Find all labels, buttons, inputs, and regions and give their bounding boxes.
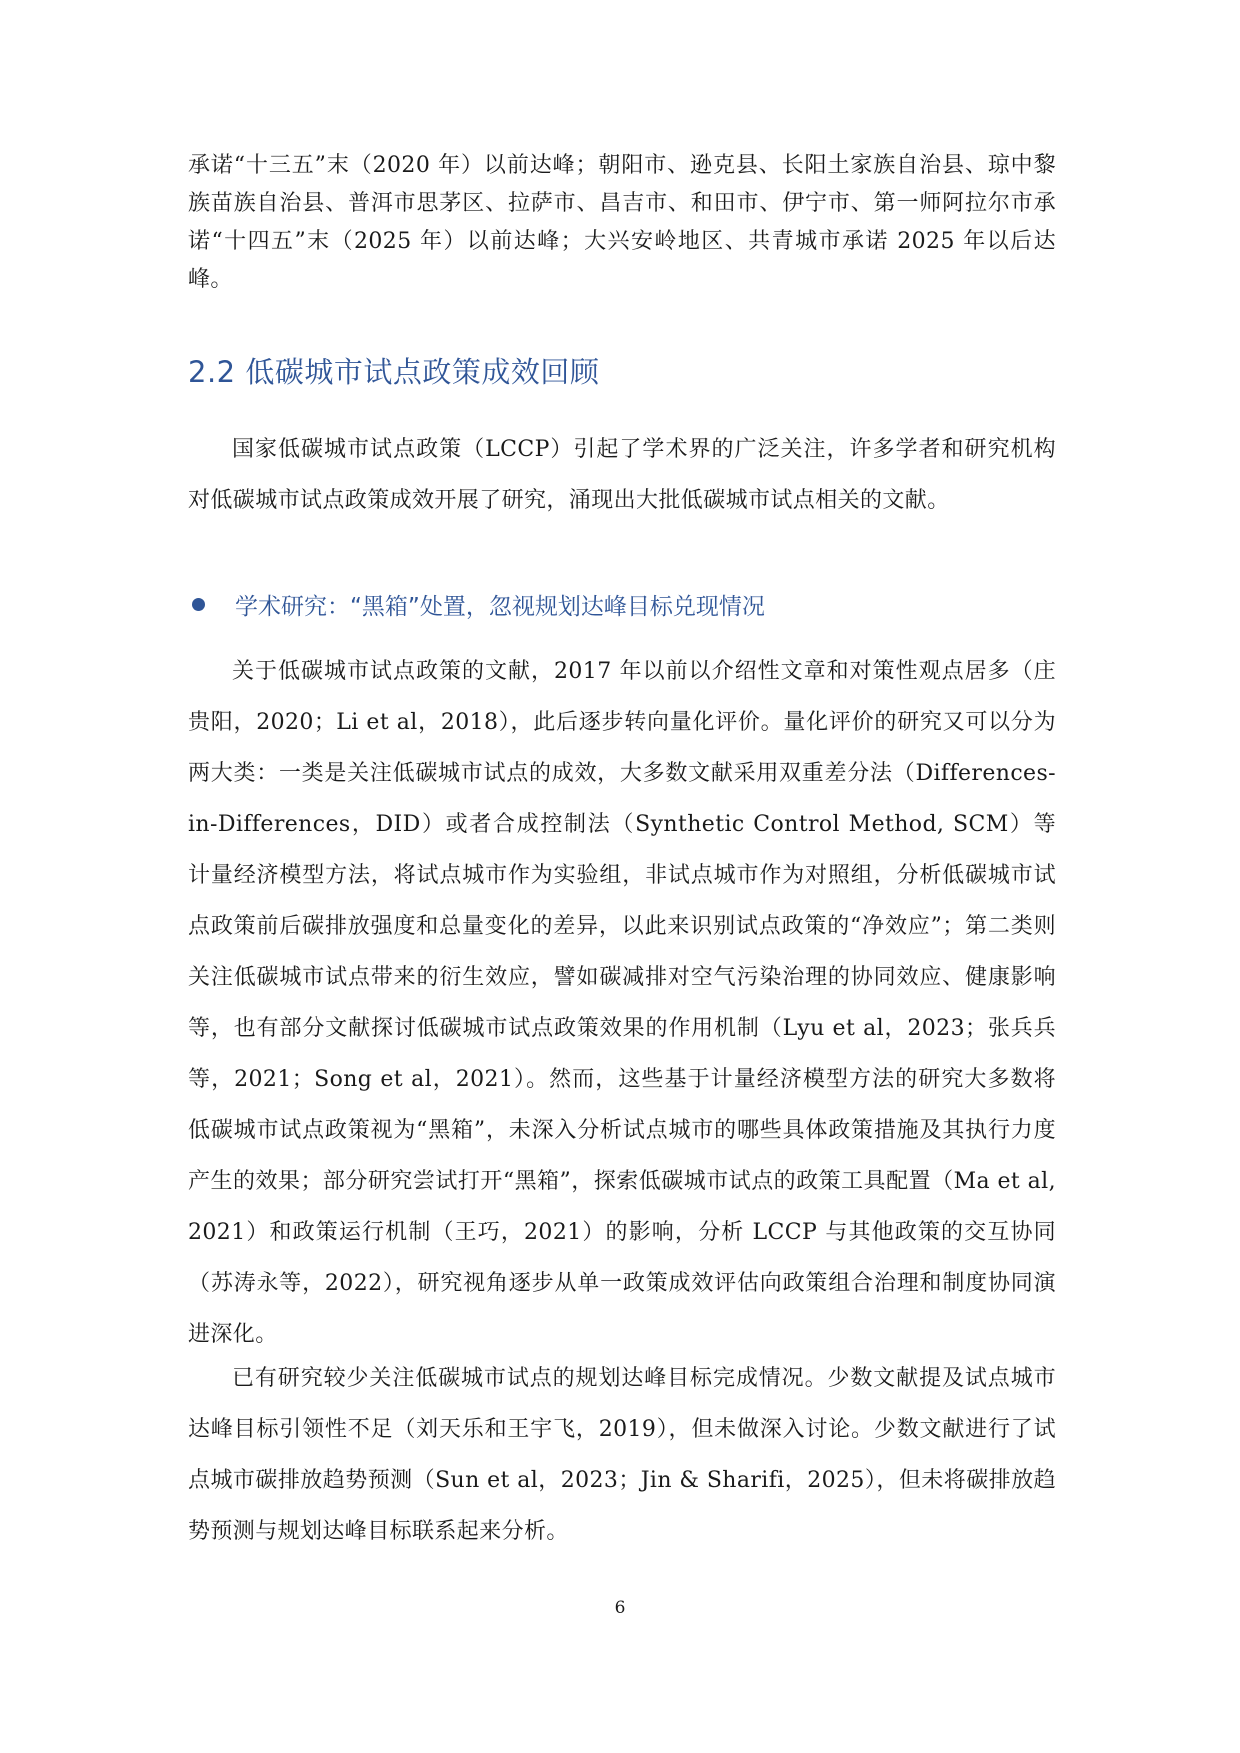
section-heading: 2.2 低碳城市试点政策成效回顾 [188,355,600,389]
paragraph-intro: 国家低碳城市试点政策（LCCP）引起了学术界的广泛关注，许多学者和研究机构对低碳城市试点政策成效开展了研究，涌现出大批低碳城市试点相关的文献。 [188,437,1056,513]
page-number: 6 [614,1598,626,1618]
paragraph-literature-review: 关于低碳城市试点政策的文献，2017 年以前以介绍性文章和对策性观点居多（庄贵阳，2020；Li et al，2018），此后逐步转向量化评价。量化评价的研究又可以分为两大类：一类是关注低碳城市试点的成效，大多数文献采用双重差分法（Differences-in-Differences，DID）或者合成控制法（Synthetic Control Method, SCM）等计量经济模型方法，将试点城市作为实验组，非试点城市作为对照组，分析低碳城市试点政策前后碳排放强度和总量变化的差异，以此来识别试点政策的“净效应”；第二类则关注低碳城市试点带来的衍生效应，譬如碳减排对空气污染治理的协同效应、健康影响等，也有部分文献探讨低碳城市试点政策效果的作用机制（Lyu et al，2023；张兵兵等，2021；Song et al，2021）。然而，这些基于计量经济模型方法的研究大多数将低碳城市试点政策视为“黑箱”，未深入分析试点城市的哪些具体政策措施及其执行力度产生的效果；部分研究尝试打开“黑箱”，探索低碳城市试点的政策工具配置（Ma et al, 2021）和政策运行机制（王巧，2021）的影响，分析 LCCP 与其他政策的交互协同（苏涛永等，2022），研究视角逐步从单一政策成效评估向政策组合治理和制度协同演进深化。 [188,659,1056,1347]
paragraph-carbon-peak-commitments: 承诺“十三五”末（2020 年）以前达峰；朝阳市、逊克县、长阳土家族自治县、琼中黎族苗族自治县、普洱市思茅区、拉萨市、昌吉市、和田市、伊宁市、第一师阿拉尔市承诺“十四五”末（2025 年）以前达峰；大兴安岭地区、共青城市承诺 2025 年以后达峰。 [188,153,1056,292]
bullet-heading-text: 学术研究：“黑箱”处置，忽视规划达峰目标兑现情况 [235,594,765,620]
bullet-dot-icon [192,598,205,611]
bullet-heading [188,588,765,621]
paragraph-research-gap: 已有研究较少关注低碳城市试点的规划达峰目标完成情况。少数文献提及试点城市达峰目标引领性不足（刘天乐和王宇飞，2019），但未做深入讨论。少数文献进行了试点城市碳排放趋势预测（Sun et al，2023；Jin & Sharifi，2025），但未将碳排放趋势预测与规划达峰目标联系起来分析。 [188,1366,1056,1544]
